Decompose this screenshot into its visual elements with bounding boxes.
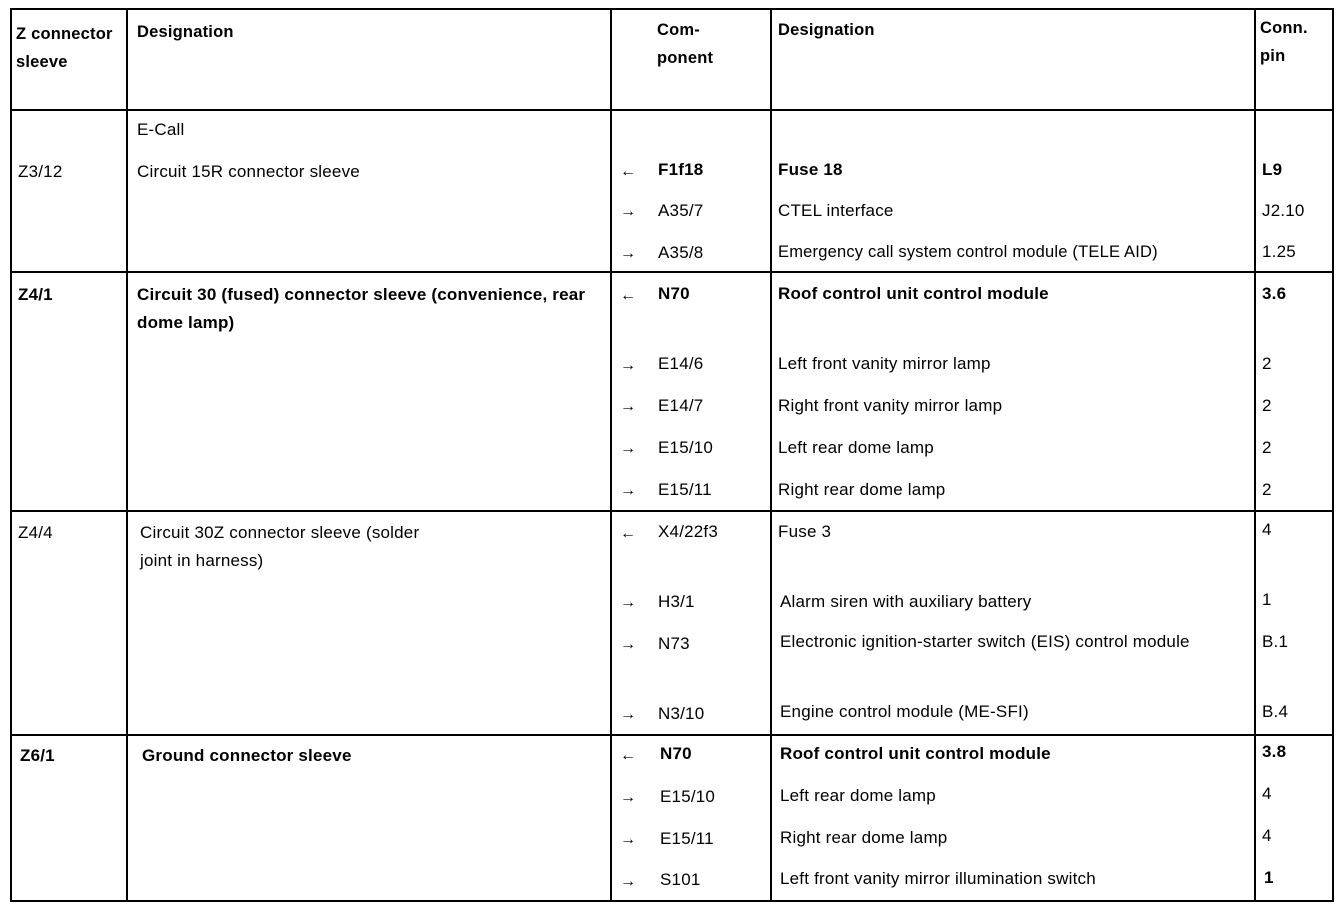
group-divider-2	[10, 510, 1334, 512]
component-id: E15/11	[660, 829, 714, 848]
arrow-right-icon: →	[620, 831, 636, 848]
component-id: E15/10	[658, 438, 714, 457]
component-designation: Fuse 18	[778, 160, 843, 179]
group-divider-3	[10, 734, 1334, 736]
conn-pin: 2	[1262, 438, 1272, 457]
component-designation: Left front vanity mirror lamp	[778, 354, 991, 373]
component-designation: Engine control module (ME-SFI)	[780, 702, 1029, 721]
arrow-right-icon: →	[620, 482, 636, 499]
conn-pin: 1.25	[1262, 242, 1296, 261]
conn-pin: 4	[1262, 784, 1272, 803]
arrow-left-icon: ←	[620, 747, 636, 764]
arrow-left-icon: ←	[620, 163, 636, 180]
sleeve-designation: Circuit 15R connector sleeve	[137, 162, 360, 181]
arrow-right-icon: →	[620, 203, 636, 220]
arrow-right-icon: →	[620, 440, 636, 457]
header-designation-left: Designation	[137, 23, 234, 41]
arrow-right-icon: →	[620, 706, 636, 723]
component-designation: Emergency call system control module (TELE AID)	[778, 243, 1158, 261]
component-id: E14/7	[658, 396, 704, 415]
header-z-sleeve: Z connector sleeve	[16, 25, 113, 71]
header-component: Com- ponent	[657, 21, 714, 67]
conn-pin: 4	[1262, 520, 1272, 539]
component-id: H3/1	[658, 592, 695, 611]
sleeve-id: Z4/1	[18, 285, 53, 304]
arrow-right-icon: →	[620, 398, 636, 415]
connector-sleeve-table	[10, 8, 1334, 902]
conn-pin: 2	[1262, 480, 1272, 499]
component-designation: Right rear dome lamp	[778, 480, 946, 499]
component-designation: Roof control unit control module	[778, 284, 1049, 303]
sleeve-id: Z6/1	[20, 746, 55, 765]
table-border-bottom	[10, 900, 1334, 902]
conn-pin: J2.10	[1262, 201, 1305, 220]
group-subheading: E-Call	[137, 120, 185, 139]
sleeve-designation: Circuit 30Z connector sleeve (solder joint in harness)	[140, 523, 420, 570]
conn-pin: 2	[1262, 354, 1272, 373]
component-designation: Left rear dome lamp	[780, 786, 936, 805]
sleeve-designation: Circuit 30 (fused) connector sleeve (convenience, rear dome lamp)	[137, 285, 586, 332]
table-border-top	[10, 8, 1334, 10]
sleeve-id: Z3/12	[18, 162, 63, 181]
component-id: E14/6	[658, 354, 704, 373]
arrow-right-icon: →	[620, 789, 636, 806]
conn-pin: 3.8	[1262, 742, 1287, 761]
col-divider-3	[770, 8, 772, 902]
component-id: N3/10	[658, 704, 705, 723]
header-designation-right: Designation	[778, 21, 875, 39]
sleeve-id: Z4/4	[18, 523, 53, 542]
component-id: E15/11	[658, 480, 712, 499]
conn-pin: 1	[1264, 868, 1274, 887]
component-id: N73	[658, 634, 690, 653]
conn-pin: 2	[1262, 396, 1272, 415]
component-id: A35/8	[658, 243, 704, 262]
component-designation: Right front vanity mirror lamp	[778, 396, 1003, 415]
component-id: F1f18	[658, 160, 704, 179]
arrow-left-icon: ←	[620, 287, 636, 304]
arrow-right-icon: →	[620, 357, 636, 374]
conn-pin: 3.6	[1262, 284, 1287, 303]
table-border-left	[10, 8, 12, 902]
arrow-right-icon: →	[620, 594, 636, 611]
arrow-right-icon: →	[620, 245, 636, 262]
conn-pin: 4	[1262, 826, 1272, 845]
component-id: X4/22f3	[658, 522, 719, 541]
component-designation: Left front vanity mirror illumination switch	[780, 869, 1096, 888]
arrow-left-icon: ←	[620, 525, 636, 542]
component-designation: CTEL interface	[778, 201, 894, 220]
col-divider-2	[610, 8, 612, 902]
component-designation: Right rear dome lamp	[780, 828, 948, 847]
conn-pin: B.4	[1262, 702, 1289, 721]
col-divider-1	[126, 8, 128, 902]
component-designation: Alarm siren with auxiliary battery	[780, 592, 1032, 611]
arrow-right-icon: →	[620, 873, 636, 890]
component-designation: Left rear dome lamp	[778, 438, 934, 457]
arrow-right-icon: →	[620, 636, 636, 653]
component-id: N70	[658, 284, 690, 303]
component-id: A35/7	[658, 201, 704, 220]
component-id: N70	[660, 744, 692, 763]
table-border-right	[1332, 8, 1334, 902]
component-id: S101	[660, 870, 701, 889]
header-divider	[10, 109, 1334, 111]
sleeve-designation: Ground connector sleeve	[142, 746, 352, 765]
conn-pin: 1	[1262, 590, 1272, 609]
conn-pin: B.1	[1262, 632, 1289, 651]
component-designation: Roof control unit control module	[780, 744, 1051, 763]
conn-pin: L9	[1262, 160, 1283, 179]
header-conn-pin: Conn. pin	[1260, 19, 1308, 65]
component-designation: Electronic ignition-starter switch (EIS) control module	[780, 632, 1190, 651]
group-divider-1	[10, 271, 1334, 273]
component-id: E15/10	[660, 787, 716, 806]
col-divider-4	[1254, 8, 1256, 902]
component-designation: Fuse 3	[778, 522, 832, 541]
